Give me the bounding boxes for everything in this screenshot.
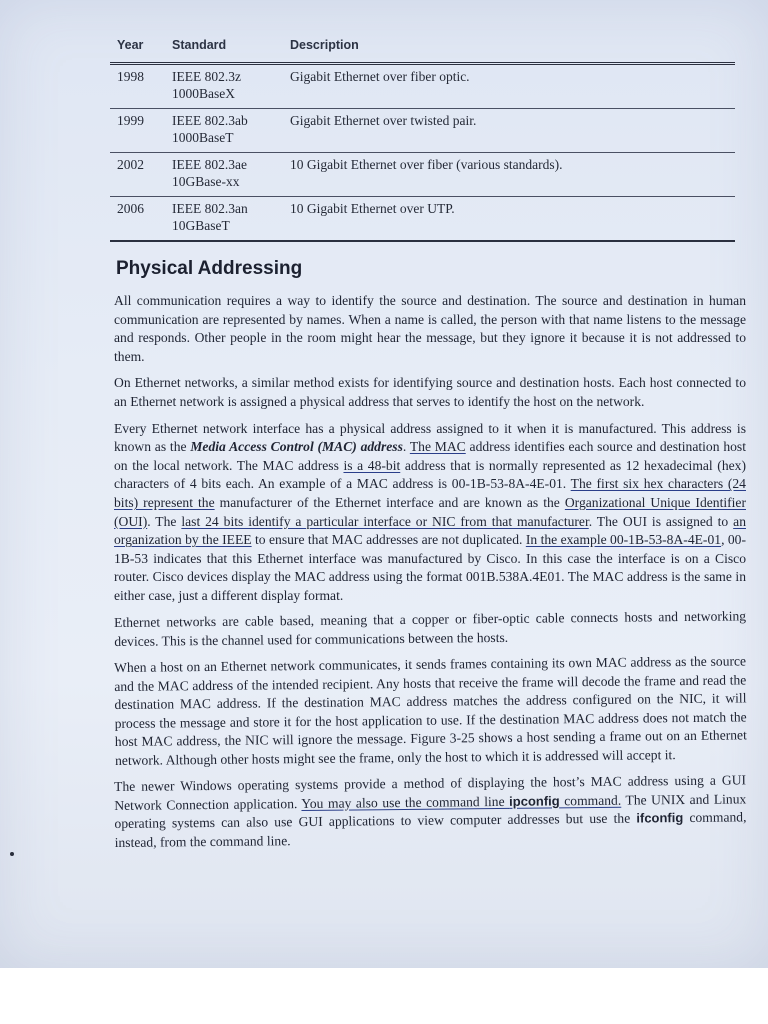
row-description: Gigabit Ethernet over twisted pair.	[290, 113, 477, 128]
row-description: Gigabit Ethernet over fiber optic.	[290, 69, 470, 84]
text-run: manufacturer of the Ethernet interface and are known as the	[214, 494, 565, 510]
header-standard: Standard	[172, 38, 227, 52]
header-year: Year	[117, 38, 144, 52]
row-standard-code: 1000BaseX	[172, 86, 235, 101]
row-year: 2002	[117, 157, 144, 172]
underlined-text: In the example 00-1B-53-8A-4E-01	[525, 532, 722, 548]
row-standard	[172, 156, 247, 190]
text-run: The UNIX and Linux operating systems can also use GUI applications to view computer addresses but use the	[114, 791, 747, 832]
paragraph-4: Ethernet networks are cable based, meaning that a copper or fiber-optic cable connects hosts and networking devices. This is the channel used for communications between the hosts.	[114, 607, 747, 649]
text-run: Every Ethernet network interface has a physical address assigned to it when it is manufactured. This address is known as the	[114, 420, 746, 455]
text-run: , 00-1B-53 indicates that this Ethernet interface was manufactured by Cisco. In this case the interface is on a Cisco router. Cisco devices display the MAC address using the format 001B.538A.4E01. The MAC address is the same in either case, just a different display format.	[114, 532, 746, 603]
text-run: command, instead, from the command line.	[114, 809, 747, 851]
underlined-text: is a 48-bit	[343, 457, 401, 473]
text-run: The newer Windows operating systems provide a method of displaying the host’s MAC address using a GUI Network Connection application.	[114, 772, 747, 813]
ethernet-standards-table	[110, 30, 735, 242]
table-row	[110, 109, 735, 153]
section-body	[114, 292, 746, 861]
row-description: 10 Gigabit Ethernet over UTP.	[290, 201, 455, 216]
paragraph-6	[114, 772, 747, 853]
row-description: 10 Gigabit Ethernet over fiber (various standards).	[290, 157, 563, 172]
underlined-text: The first six hex characters (24 bits) represent the	[114, 476, 746, 510]
underlined-text: command.	[559, 792, 622, 809]
command-ifconfig: ifconfig	[636, 810, 684, 826]
row-standard-name: IEEE 802.3an	[172, 201, 248, 216]
row-year: 2006	[117, 201, 144, 216]
section-title: Physical Addressing	[116, 258, 303, 279]
underlined-text: Organizational Unique Identifier (OUI)	[114, 494, 746, 529]
row-standard-code: 10GBase-xx	[172, 174, 240, 189]
row-standard	[172, 200, 248, 234]
underlined-text: last 24 bits identify a particular interface or NIC from that manufacturer	[181, 513, 589, 529]
paragraph-2: On Ethernet networks, a similar method exists for identifying source and destination hosts. Each host connected to an Ethernet network is assigned a physical address that serves to identify the host on the network.	[114, 375, 746, 409]
row-year: 1999	[117, 113, 144, 128]
margin-mark	[10, 852, 14, 856]
term-mac-address: Media Access Control (MAC) address	[190, 439, 403, 455]
row-standard-name: IEEE 802.3z	[172, 69, 241, 84]
table-row	[110, 153, 735, 197]
table-row	[110, 65, 735, 109]
text-run: address identifies each source and destination host on the local network. The MAC address	[114, 439, 746, 473]
paragraph-1: All communication requires a way to identify the source and destination. The source and destination in human communication are represented by names. When a name is called, the person with that name listens to the message and responds. Other people in the room might hear the message, but they ignore it because it is not addressed to them.	[114, 293, 746, 364]
row-standard	[172, 68, 241, 102]
text-run: . The OUI is assigned to	[588, 513, 734, 529]
table-row	[110, 197, 735, 242]
underlined-text: You may also use the command line	[301, 793, 510, 811]
paragraph-3	[114, 420, 746, 606]
underlined-text: The MAC	[409, 439, 466, 455]
text-run: to ensure that MAC addresses are not duplicated.	[251, 532, 526, 548]
row-standard-name: IEEE 802.3ae	[172, 157, 247, 172]
text-run: . The	[147, 513, 182, 529]
text-run: .	[402, 439, 410, 455]
underlined-text: an organization by the IEEE	[114, 513, 746, 548]
row-standard-name: IEEE 802.3ab	[172, 113, 248, 128]
row-year: 1998	[117, 69, 144, 84]
paragraph-5: When a host on an Ethernet network communicates, it sends frames containing its own MAC address as the source and the MAC address of the intended recipient. Any hosts that receive the frame will decode the frame and read the destination MAC address. If the destination MAC address matches the address configured on the NIC, it will process the message and store it for the host application to use. If the destination MAC address does not match the host MAC address, the NIC will ignore the message. Figure 3-25 shows a host sending a frame out on an Ethernet network. Although other hosts might see the frame, only the host to which it is addressed will accept it.	[114, 653, 747, 768]
command-ipconfig: ipconfig	[509, 793, 560, 809]
row-standard-code: 10GBaseT	[172, 218, 230, 233]
text-run: address that is normally represented as 12 hexadecimal (hex) characters of 4 bits each. An example of a MAC address is 00-1B-53-8A-4E-01.	[114, 457, 746, 492]
header-description: Description	[290, 38, 359, 52]
table-header	[110, 30, 735, 65]
row-standard-code: 1000BaseT	[172, 130, 234, 145]
row-standard	[172, 112, 248, 146]
